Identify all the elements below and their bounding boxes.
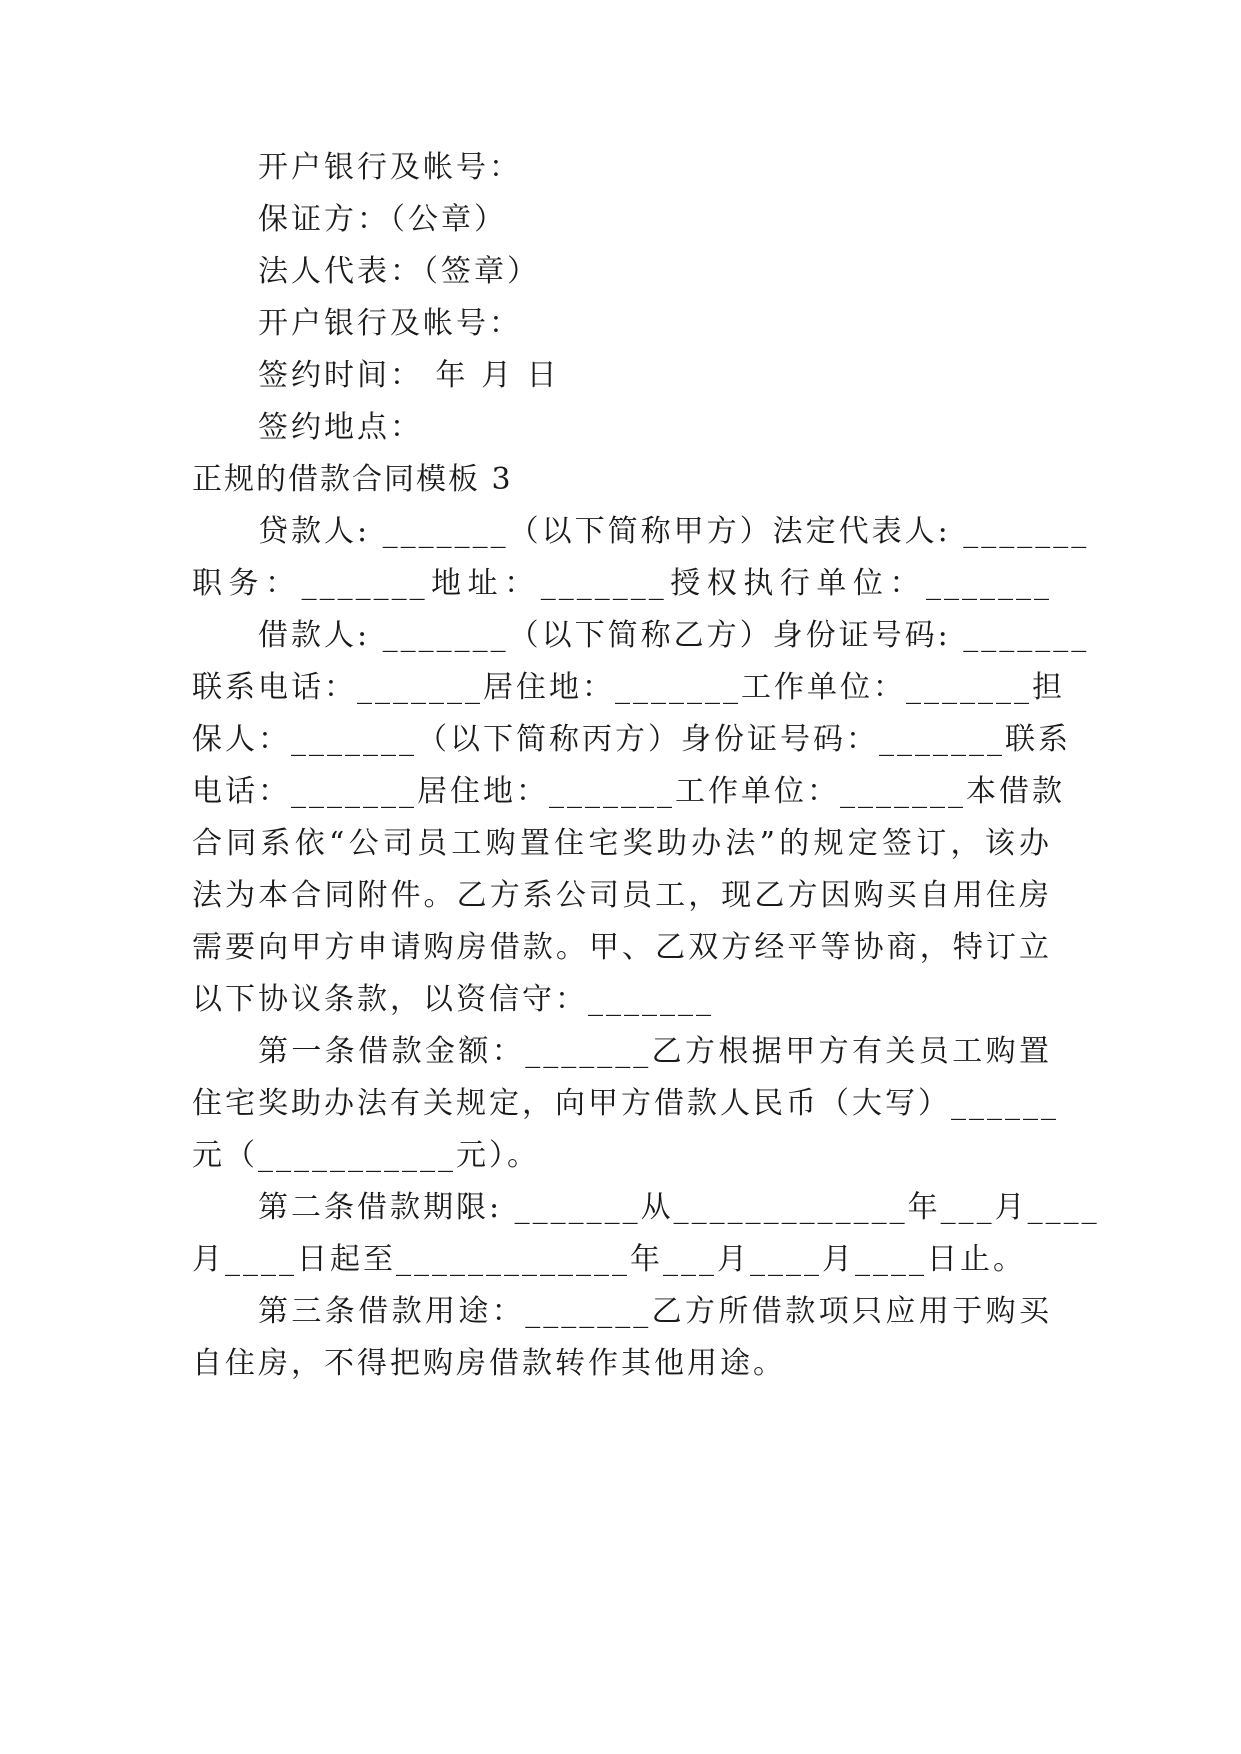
article-2-line: 第二条借款期限: _______从_____________年___月____ xyxy=(258,1190,1100,1225)
paragraph-line: 借款人: _______（以下简称乙方）身份证号码: _______ xyxy=(258,618,1090,653)
article-3-line: 自住房，不得把购房借款转作其他用途。 xyxy=(192,1346,786,1381)
paragraph-line: 需要向甲方申请购房借款。甲、乙双方经平等协商，特订立 xyxy=(192,930,1052,965)
paragraph-line: 保人：_______（以下简称丙方）身份证号码：_______联系 xyxy=(192,722,1071,757)
article-3-line: 第三条借款用途：_______乙方所借款项只应用于购买 xyxy=(258,1294,1052,1329)
signature-line-bank-account-2: 开户银行及帐号： xyxy=(258,306,522,341)
article-2-line: 月____日起至_____________年___月____月____日止。 xyxy=(192,1242,1026,1277)
paragraph-line: 联系电话：_______居住地：_______工作单位：_______担 xyxy=(192,670,1065,705)
signature-line-legal-rep: 法人代表：（签章） xyxy=(258,254,540,289)
paragraph-line: 电话：_______居住地：_______工作单位：_______本借款 xyxy=(192,774,1065,809)
section-title: 正规的借款合同模板 3 xyxy=(192,462,513,497)
paragraph-line: 贷款人: _______（以下简称甲方）法定代表人: _______ xyxy=(258,514,1090,549)
signature-line-place: 签约地点： xyxy=(258,410,423,445)
article-1-line: 住宅奖助办法有关规定，向甲方借款人民币（大写）______ xyxy=(192,1086,1059,1121)
signature-line-bank-account: 开户银行及帐号： xyxy=(258,150,522,185)
paragraph-line: 法为本合同附件。乙方系公司员工，现乙方因购买自用住房 xyxy=(192,878,1052,913)
paragraph-line: 以下协议条款，以资信守：_______ xyxy=(192,982,714,1017)
article-1-line: 元（___________元）。 xyxy=(192,1138,540,1173)
paragraph-line: 合同系依“公司员工购置住宅奖助办法”的规定签订，该办 xyxy=(192,826,1052,861)
article-1-line: 第一条借款金额：_______乙方根据甲方有关员工购置 xyxy=(258,1034,1052,1069)
signature-line-date: 签约时间： 年 月 日 xyxy=(258,358,560,393)
signature-line-guarantor: 保证方：（公章） xyxy=(258,202,507,237)
paragraph-line: 职务：_______地址：_______授权执行单位：_______ xyxy=(192,566,1052,601)
